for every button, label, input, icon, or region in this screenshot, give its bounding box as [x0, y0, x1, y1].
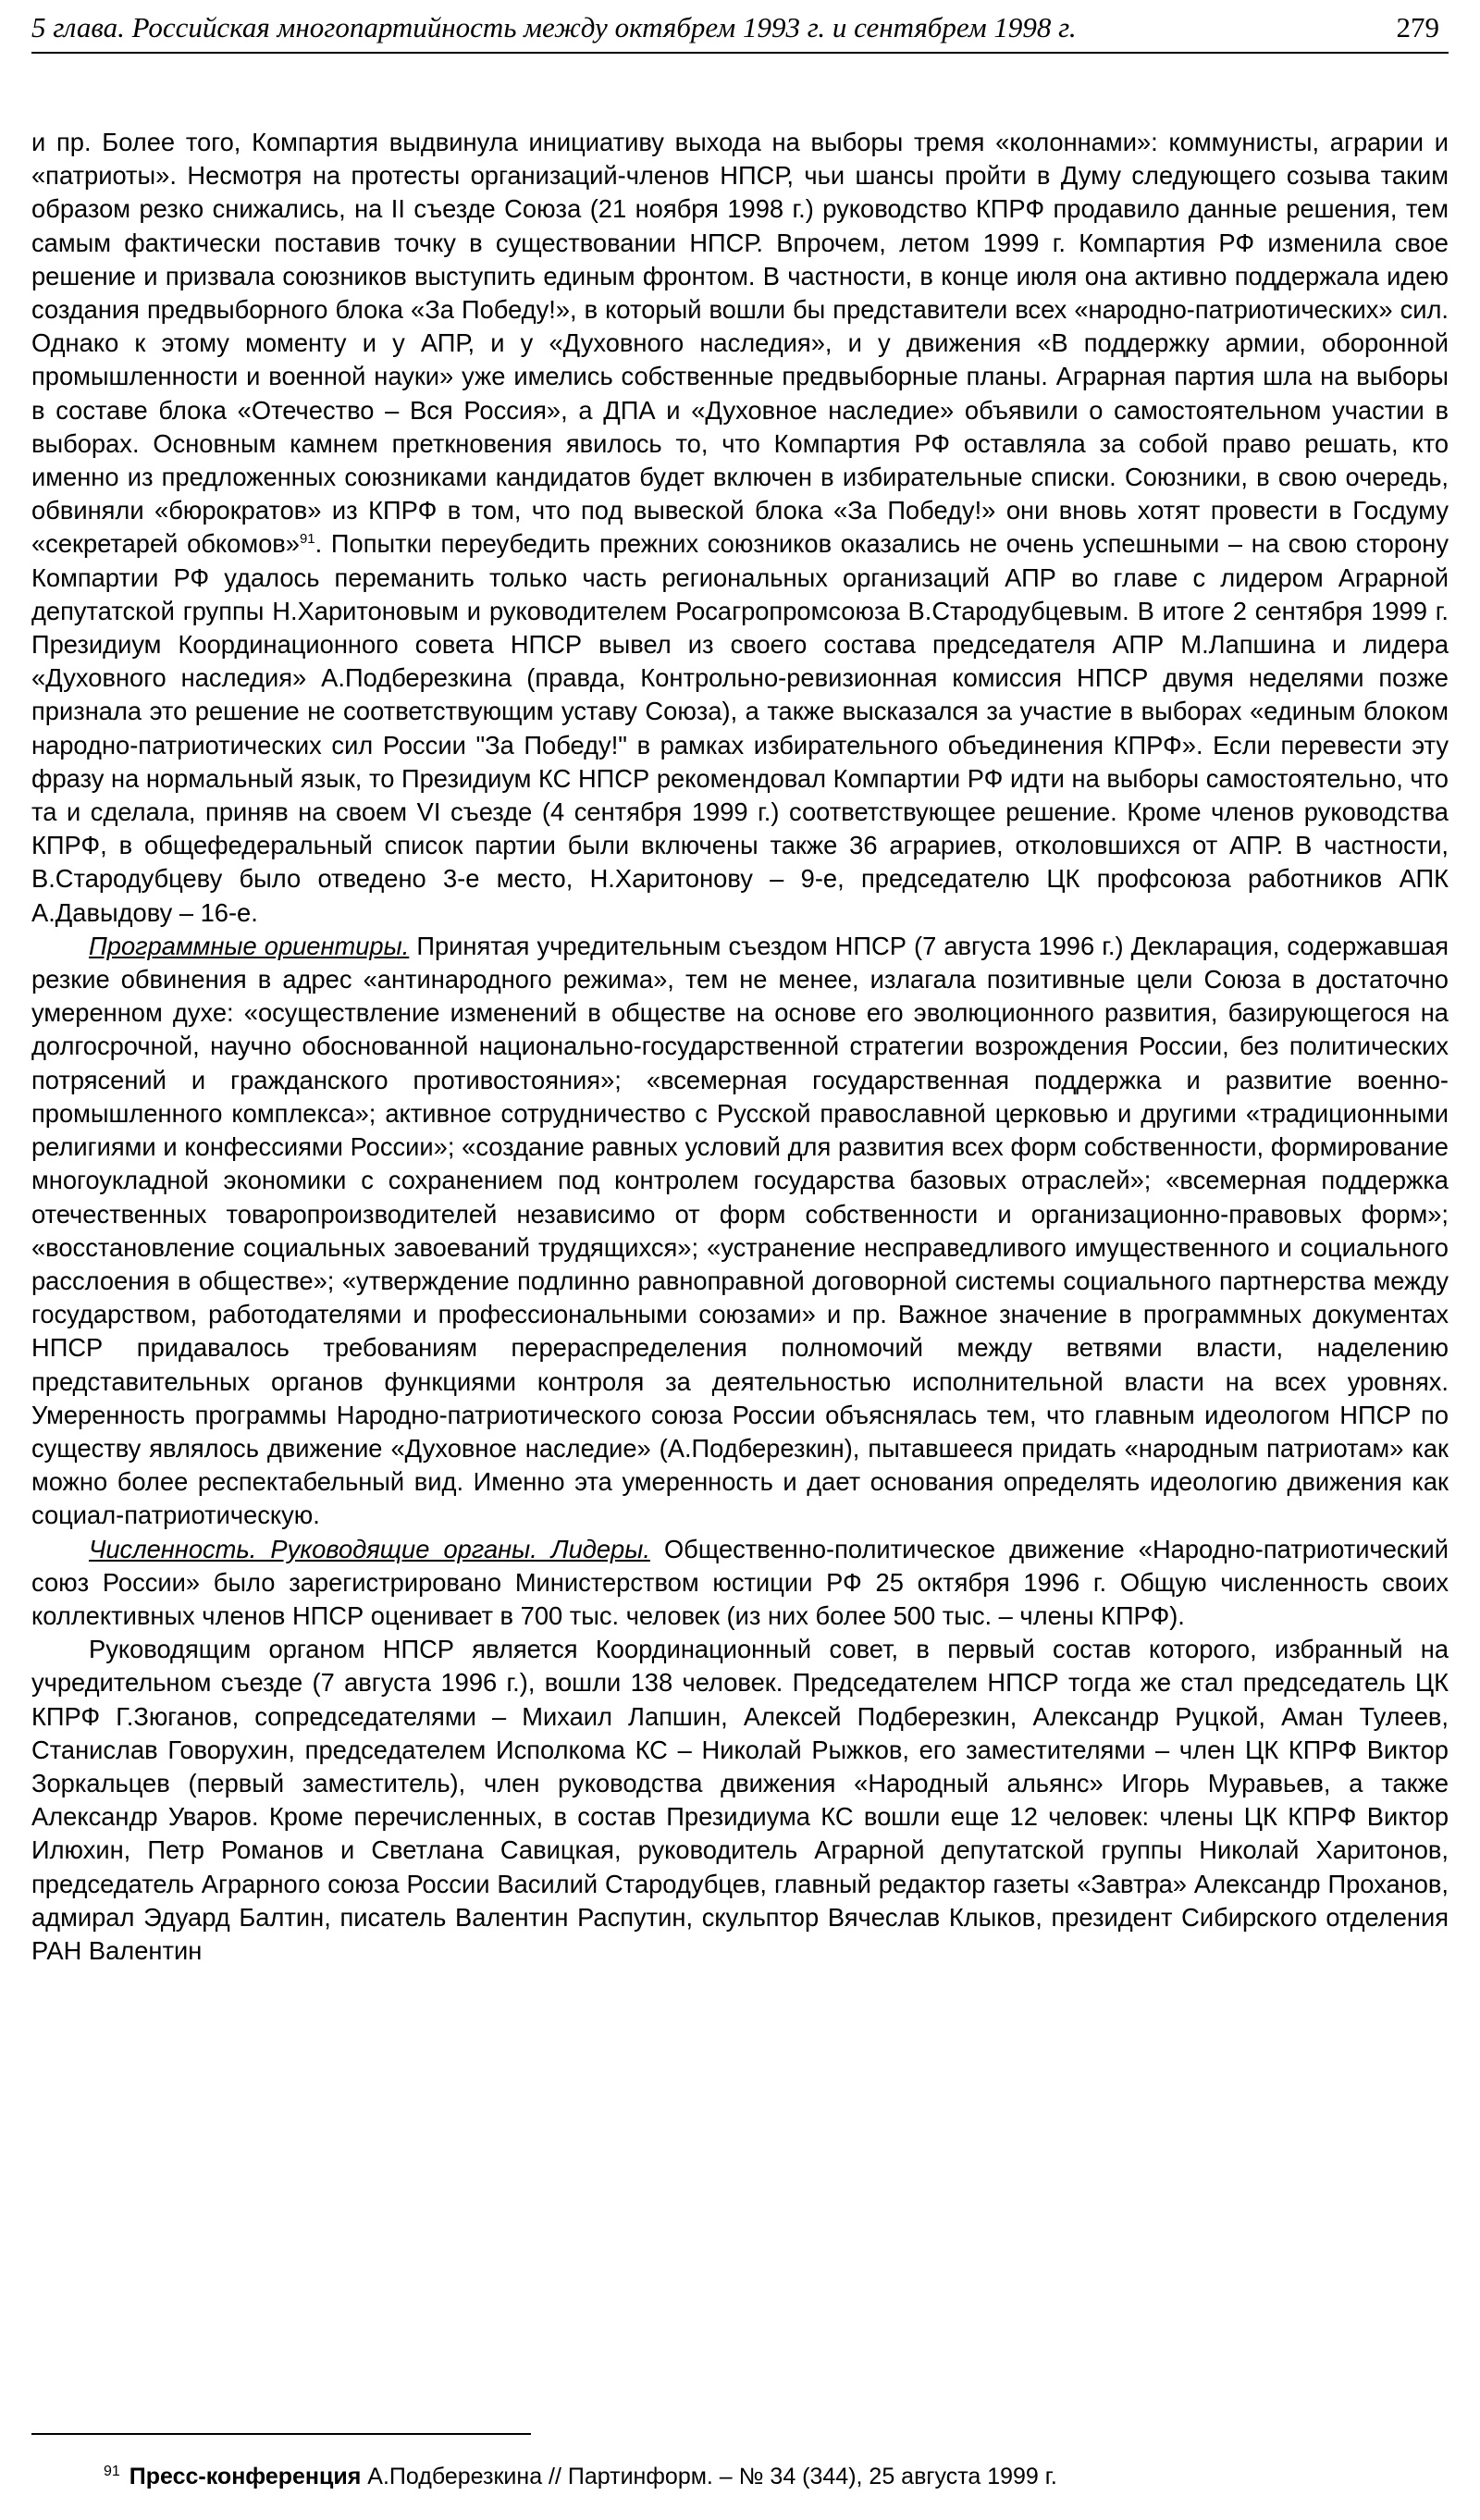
paragraph-program — [31, 930, 1449, 1533]
paragraph-membership — [31, 1533, 1449, 1634]
paragraph-coalition-text-1: и пр. Более того, Компартия выдвинула инициативу выхода на выборы тремя «колоннами»: коммунисты, аграрии и «патриоты». Несмотря на протесты организаций-членов НПСР, чьи шансы пройти в Думу следующего созыва таким образом резко снижались, на II съезде Союза (21 ноября 1998 г.) руководство КПРФ продавило данные решения, тем самым фактически поставив точку в существовании НПСР. Впрочем, летом 1999 г. Компартия РФ изменила свое решение и призвала союзников выступить единым фронтом. В частности, в конце июля она активно поддержала идею создания предвыборного блока «За Победу!», в который вошли бы представители всех «народно-патриотических» сил. Однако к этому моменту и у АПР, и у «Духовного наследия», и у движения «В поддержку армии, оборонной промышленности и военной науки» уже имелись собственные предвыборные планы. Аграрная партия шла на выборы в составе блока «Отечество – Вся Россия», а ДПА и «Духовное наследие» объявили о самостоятельном участии в выборах. Основным камнем преткновения явилось то, что Компартия РФ оставляла за собой право решать, кто именно из предложенных союзниками кандидатов будет включен в избирательные списки. Союзники, в свою очередь, обвиняли «бюрократов» из КПРФ в том, что под вывеской блока «За Победу!» они вновь хотят провести в Госдуму «секретарей обкомов» — [31, 128, 1449, 559]
body-text — [31, 126, 1449, 1968]
footnote — [104, 2461, 1436, 2492]
footnote-reference: 91 — [299, 531, 315, 548]
paragraph-coalition — [31, 126, 1449, 930]
section-title-membership: Численность. Руководящие органы. Лидеры. — [89, 1534, 650, 1563]
footnote-divider — [31, 2433, 531, 2435]
book-page — [31, 0, 1449, 2520]
paragraph-membership-text: Общественно-политическое движение «Народно-патриотический союз России» было зарегистрировано Министерством юстиции РФ 25 октября 1996 г. Общую численность своих коллективных членов НПСР оценивает в 700 тыс. человек (из них более 500 тыс. – члены КПРФ). — [31, 1534, 1449, 1630]
page-number: 279 — [1396, 11, 1439, 43]
chapter-title: 5 глава. Российская многопартийность между октябрем 1993 г. и сентябрем 1998 г. — [31, 11, 1077, 43]
footnote-number: 91 — [104, 2463, 120, 2479]
paragraph-coalition-text-2: . Попытки переубедить прежних союзников оказались не очень успешными – на свою сторону Компартии РФ удалось переманить только часть региональных организаций АПР во главе с лидером Аграрной депутатской группы Н.Харитоновым и руководителем Росагропромсоюза В.Стародубцевым. В итоге 2 сентября 1999 г. Президиум Координационного совета НПСР вывел из своего состава председателя АПР М.Лапшина и лидера «Духовного наследия» А.Подберезкина (правда, Контрольно-ревизионная комиссия НПСР двумя неделями позже признала это решение не соответствующим уставу Союза), а также высказался за участие в выборах «единым блоком народно-патриотических сил России "За Победу!" в рамках избирательного объединения КПРФ». Если перевести эту фразу на нормальный язык, то Президиум КС НПСР рекомендовал Компартии РФ идти на выборы самостоятельно, что та и сделала, приняв на своем VI съезде (4 сентября 1999 г.) соответствующее решение. Кроме членов руководства КПРФ, в общефедеральный список партии были включены также 36 аграриев, отколовшихся от АПР. В частности, В.Стародубцеву было отведено 3-е место, Н.Харитонову – 9-е, председателю ЦК профсоюза работников АПК А.Давыдову – 16-е. — [31, 529, 1449, 927]
footnote-bold-text: Пресс-конференция — [129, 2464, 362, 2489]
footnote-text: А.Подберезкина // Партинформ. – № 34 (344), 25 августа 1999 г. — [361, 2464, 1057, 2489]
section-title-program: Программные ориентиры. — [89, 931, 410, 960]
paragraph-program-text: Принятая учредительным съездом НПСР (7 августа 1996 г.) Декларация, содержавшая резкие обвинения в адрес «антинародного режима», тем не менее, излагала позитивные цели Союза в достаточно умеренном духе: «осуществление изменений в обществе на основе его эволюционного развития, базирующегося на долгосрочной, научно обоснованной национально-государственной стратегии возрождения России, без политических потрясений и гражданского противостояния»; «всемерная государственная поддержка и развитие военно-промышленного комплекса»; активное сотрудничество с Русской православной церковью и другими «традиционными религиями и конфессиями России»; «создание равных условий для развития всех форм собственности, формирование многоукладной экономики с сохранением под контролем государства базовых отраслей»; «всемерная поддержка отечественных товаропроизводителей независимо от форм собственности и организационно-правовых форм»; «восстановление социальных завоеваний трудящихся»; «устранение несправедливого имущественного и социального расслоения в обществе»; «утверждение подлинно равноправной договорной системы социального партнерства между государством, работодателями и профессиональными союзами» и пр. Важное значение в программных документах НПСР придавалось требованиям перераспределения полномочий между ветвями власти, наделению представительных органов функциями контроля за деятельностью исполнительной власти на всех уровнях. Умеренность программы Народно-патриотического союза России объяснялась тем, что главным идеологом НПСР по существу являлось движение «Духовное наследие» (А.Подберезкин), пытавшееся придать «народным патриотам» как можно более респектабельный вид. Именно эта умеренность и дает основания определять идеологию движения как социал-патриотическую. — [31, 931, 1449, 1530]
paragraph-leadership: Руководящим органом НПСР является Координационный совет, в первый состав которого, избранный на учредительном съезде (7 августа 1996 г.), вошли 138 человек. Председателем НПСР тогда же стал председатель ЦК КПРФ Г.Зюганов, сопредседателями – Михаил Лапшин, Алексей Подберезкин, Александр Руцкой, Аман Тулеев, Станислав Говорухин, председателем Исполкома КС – Николай Рыжков, его заместителями – член ЦК КПРФ Виктор Зоркальцев (первый заместитель), член руководства движения «Народный альянс» Игорь Муравьев, а также Александр Уваров. Кроме перечисленных, в состав Президиума КС вошли еще 12 человек: члены ЦК КПРФ Виктор Илюхин, Петр Романов и Светлана Савицкая, руководитель Аграрной депутатской группы Николай Харитонов, председатель Аграрного союза России Василий Стародубцев, главный редактор газеты «Завтра» Александр Проханов, адмирал Эдуард Балтин, писатель Валентин Распутин, скульптор Вячеслав Клыков, президент Сибирского отделения РАН Валентин — [31, 1635, 1449, 1965]
running-header — [31, 9, 1449, 54]
